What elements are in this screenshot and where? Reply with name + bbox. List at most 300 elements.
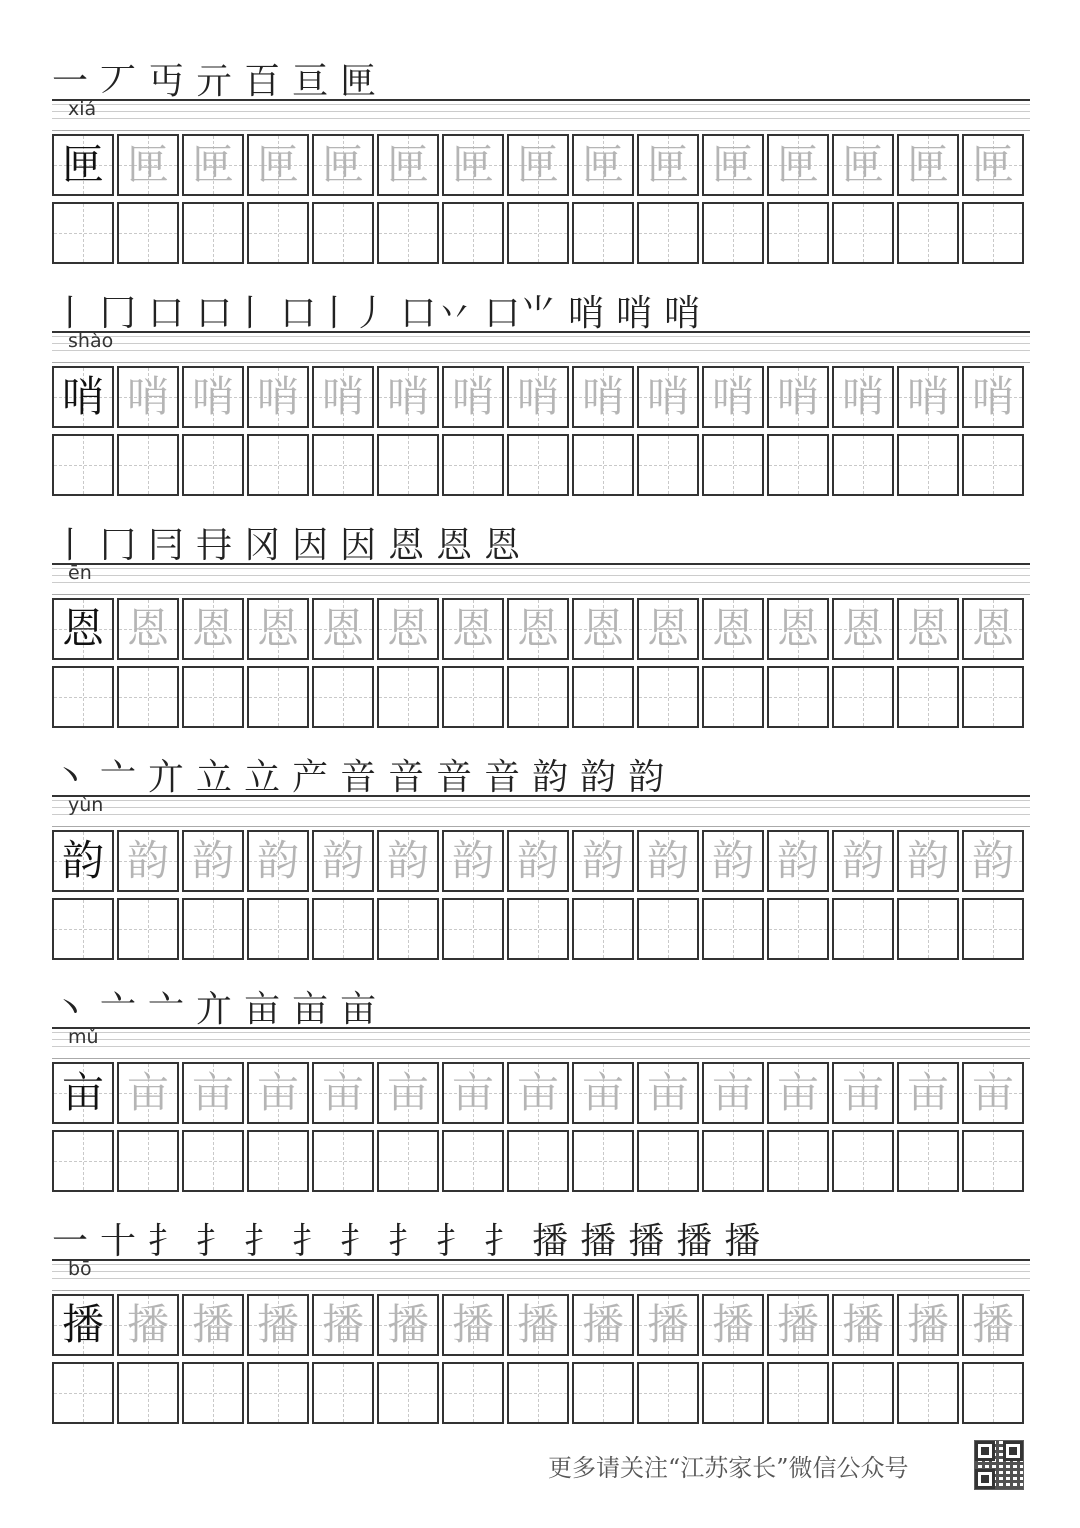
stroke-step: 哨 (568, 293, 605, 334)
trace-row (52, 830, 1024, 892)
trace-character-cell[interactable] (377, 598, 439, 660)
trace-character-cell[interactable] (312, 598, 374, 660)
practice-cell[interactable] (962, 1362, 1024, 1424)
trace-character-cell[interactable] (637, 1062, 699, 1124)
practice-cell[interactable] (442, 434, 504, 496)
trace-character: 匣 (581, 140, 624, 189)
trace-character-cell[interactable] (377, 830, 439, 892)
trace-character: 亩 (906, 1068, 949, 1117)
practice-cell[interactable] (312, 898, 374, 960)
stroke-step: 冂 (100, 525, 137, 566)
practice-cell[interactable] (507, 434, 569, 496)
practice-row (52, 202, 1024, 264)
practice-cell[interactable] (442, 1130, 504, 1192)
divider (52, 1290, 1030, 1291)
trace-character-cell[interactable] (572, 1062, 634, 1124)
practice-cell[interactable] (182, 898, 244, 960)
practice-cell[interactable] (702, 202, 764, 264)
practice-row (52, 1362, 1024, 1424)
practice-cell[interactable] (247, 666, 309, 728)
trace-character-cell[interactable] (637, 830, 699, 892)
trace-character: 播 (776, 1300, 819, 1349)
stroke-step: 口丷 (400, 293, 473, 334)
stroke-step: 恩 (484, 525, 521, 566)
practice-cell[interactable] (572, 666, 634, 728)
practice-cell[interactable] (52, 1130, 114, 1192)
trace-character-cell[interactable] (442, 830, 504, 892)
practice-cell[interactable] (247, 202, 309, 264)
trace-character-cell[interactable] (442, 134, 504, 196)
divider (52, 795, 1030, 797)
trace-character: 恩 (386, 604, 429, 653)
model-character-cell[interactable] (52, 1062, 114, 1124)
trace-character: 哨 (191, 372, 234, 421)
trace-character: 韵 (451, 836, 494, 885)
practice-cell[interactable] (962, 202, 1024, 264)
practice-cell[interactable] (962, 898, 1024, 960)
stroke-step: 丏 (148, 61, 185, 102)
trace-character-cell[interactable] (312, 1062, 374, 1124)
practice-cell[interactable] (377, 1130, 439, 1192)
practice-cell[interactable] (247, 434, 309, 496)
trace-character-cell[interactable] (897, 366, 959, 428)
trace-character-cell[interactable] (312, 134, 374, 196)
trace-character: 哨 (386, 372, 429, 421)
trace-character-cell[interactable] (702, 1062, 764, 1124)
trace-character-cell[interactable] (247, 830, 309, 892)
character-section (52, 1206, 1030, 1438)
divider (52, 594, 1030, 595)
stroke-step: 口丨 (196, 293, 269, 334)
stroke-step: 亓 (196, 61, 233, 102)
trace-character-cell[interactable] (117, 366, 179, 428)
trace-character: 恩 (191, 604, 234, 653)
trace-character-cell[interactable] (962, 1294, 1024, 1356)
trace-character: 匣 (256, 140, 299, 189)
trace-character-cell[interactable] (507, 1062, 569, 1124)
trace-character: 匣 (711, 140, 754, 189)
stroke-order-sequence (52, 974, 1030, 1030)
stroke-step: 音 (388, 757, 425, 798)
pinyin-label: shào (68, 330, 114, 352)
stroke-step: 丨 (52, 525, 89, 566)
stroke-step: 立 (244, 757, 281, 798)
practice-cell[interactable] (507, 666, 569, 728)
practice-cell[interactable] (312, 202, 374, 264)
practice-cell[interactable] (182, 666, 244, 728)
practice-cell[interactable] (182, 434, 244, 496)
trace-character-cell[interactable] (832, 1294, 894, 1356)
practice-cell[interactable] (442, 202, 504, 264)
trace-character-cell[interactable] (247, 134, 309, 196)
stroke-step: 冈 (244, 525, 281, 566)
trace-character-cell[interactable] (507, 830, 569, 892)
stroke-step: 音 (436, 757, 473, 798)
trace-character-cell[interactable] (182, 1062, 244, 1124)
trace-character-cell[interactable] (572, 598, 634, 660)
stroke-step: 亩 (292, 989, 329, 1030)
practice-cell[interactable] (52, 898, 114, 960)
practice-cell[interactable] (897, 202, 959, 264)
trace-character-cell[interactable] (637, 598, 699, 660)
practice-cell[interactable] (247, 898, 309, 960)
trace-character-cell[interactable] (962, 134, 1024, 196)
practice-cell[interactable] (312, 666, 374, 728)
model-character-cell[interactable] (52, 598, 114, 660)
stroke-step: 十 (100, 1221, 137, 1262)
trace-character-cell[interactable] (572, 830, 634, 892)
practice-cell[interactable] (832, 1362, 894, 1424)
practice-cell[interactable] (52, 434, 114, 496)
trace-character: 匣 (841, 140, 884, 189)
trace-character-cell[interactable] (832, 1062, 894, 1124)
practice-cell[interactable] (637, 898, 699, 960)
practice-cell[interactable] (442, 666, 504, 728)
practice-cell[interactable] (507, 1362, 569, 1424)
trace-character-cell[interactable] (702, 1294, 764, 1356)
practice-cell[interactable] (507, 1130, 569, 1192)
practice-cell[interactable] (442, 898, 504, 960)
practice-cell[interactable] (377, 666, 439, 728)
trace-character-cell[interactable] (897, 598, 959, 660)
trace-character-cell[interactable] (442, 598, 504, 660)
trace-character-cell[interactable] (637, 134, 699, 196)
stroke-step: 亠 (100, 757, 137, 798)
practice-cell[interactable] (702, 1362, 764, 1424)
trace-character-cell[interactable] (377, 366, 439, 428)
trace-character-cell[interactable] (507, 366, 569, 428)
stroke-order-sequence (52, 1206, 1030, 1262)
trace-character: 匣 (776, 140, 819, 189)
trace-row (52, 134, 1024, 196)
trace-character-cell[interactable] (832, 134, 894, 196)
stroke-step: 扌 (388, 1221, 425, 1262)
qr-eye-icon (1003, 1441, 1023, 1461)
trace-character-cell[interactable] (312, 366, 374, 428)
practice-row (52, 1130, 1024, 1192)
trace-character: 播 (711, 1300, 754, 1349)
trace-row (52, 598, 1024, 660)
trace-character: 亩 (581, 1068, 624, 1117)
stroke-step: 扌 (436, 1221, 473, 1262)
trace-character-cell[interactable] (117, 1294, 179, 1356)
practice-cell[interactable] (962, 1130, 1024, 1192)
trace-character-cell[interactable] (572, 366, 634, 428)
practice-cell[interactable] (832, 434, 894, 496)
divider (52, 130, 1030, 131)
stroke-step: 音 (484, 757, 521, 798)
practice-cell[interactable] (117, 1362, 179, 1424)
stroke-step: 恩 (436, 525, 473, 566)
practice-cell[interactable] (117, 1130, 179, 1192)
trace-character-cell[interactable] (507, 134, 569, 196)
practice-cell[interactable] (117, 666, 179, 728)
stroke-step: 丨 (52, 293, 89, 334)
model-character-cell[interactable] (52, 134, 114, 196)
trace-character-cell[interactable] (182, 134, 244, 196)
trace-character-cell[interactable] (247, 1294, 309, 1356)
stroke-step: 立 (196, 757, 233, 798)
practice-cell[interactable] (377, 434, 439, 496)
practice-cell[interactable] (507, 898, 569, 960)
trace-character-cell[interactable] (442, 366, 504, 428)
practice-cell[interactable] (182, 1362, 244, 1424)
practice-cell[interactable] (312, 1362, 374, 1424)
practice-cell[interactable] (962, 666, 1024, 728)
stroke-step: 匣 (340, 61, 377, 102)
trace-character: 亩 (126, 1068, 169, 1117)
trace-character: 匣 (516, 140, 559, 189)
practice-cell[interactable] (572, 202, 634, 264)
practice-cell[interactable] (312, 434, 374, 496)
stroke-step: 扌 (292, 1221, 329, 1262)
model-character-cell[interactable] (52, 1294, 114, 1356)
pinyin-label: bō (68, 1258, 92, 1280)
trace-character: 播 (191, 1300, 234, 1349)
trace-row (52, 1062, 1024, 1124)
trace-character-cell[interactable] (767, 830, 829, 892)
trace-character-cell[interactable] (247, 366, 309, 428)
practice-row (52, 666, 1024, 728)
trace-character: 恩 (256, 604, 299, 653)
trace-character-cell[interactable] (832, 366, 894, 428)
trace-character-cell[interactable] (442, 1294, 504, 1356)
stroke-step: 冃 (148, 525, 185, 566)
trace-character-cell[interactable] (702, 598, 764, 660)
trace-character-cell[interactable] (572, 1294, 634, 1356)
practice-cell[interactable] (702, 434, 764, 496)
trace-character-cell[interactable] (117, 134, 179, 196)
practice-cell[interactable] (702, 1130, 764, 1192)
trace-character-cell[interactable] (312, 830, 374, 892)
character-section (52, 742, 1030, 974)
trace-character-cell[interactable] (767, 1062, 829, 1124)
stroke-step: 因 (340, 525, 377, 566)
practice-cell[interactable] (637, 1130, 699, 1192)
trace-character-cell[interactable] (897, 1062, 959, 1124)
stroke-step: 播 (532, 1221, 569, 1262)
trace-character: 韵 (386, 836, 429, 885)
trace-character: 哨 (841, 372, 884, 421)
trace-character: 亩 (321, 1068, 364, 1117)
trace-character-cell[interactable] (702, 830, 764, 892)
trace-character: 恩 (646, 604, 689, 653)
trace-character: 匣 (451, 140, 494, 189)
practice-cell[interactable] (442, 1362, 504, 1424)
trace-character-cell[interactable] (117, 598, 179, 660)
trace-character: 韵 (516, 836, 559, 885)
practice-cell[interactable] (117, 898, 179, 960)
practice-cell[interactable] (767, 434, 829, 496)
practice-row (52, 434, 1024, 496)
practice-cell[interactable] (247, 1130, 309, 1192)
trace-character-cell[interactable] (897, 830, 959, 892)
practice-cell[interactable] (52, 1362, 114, 1424)
practice-cell[interactable] (117, 202, 179, 264)
trace-character: 播 (126, 1300, 169, 1349)
practice-cell[interactable] (377, 1362, 439, 1424)
trace-character-cell[interactable] (247, 598, 309, 660)
trace-character-cell[interactable] (637, 366, 699, 428)
stroke-step: 播 (676, 1221, 713, 1262)
trace-character: 播 (581, 1300, 624, 1349)
stroke-step: 播 (580, 1221, 617, 1262)
trace-character-cell[interactable] (507, 598, 569, 660)
trace-character: 韵 (906, 836, 949, 885)
trace-character-cell[interactable] (247, 1062, 309, 1124)
trace-character-cell[interactable] (767, 1294, 829, 1356)
character-section (52, 46, 1030, 278)
stroke-order-sequence (52, 278, 1030, 334)
practice-cell[interactable] (637, 202, 699, 264)
practice-cell[interactable] (377, 202, 439, 264)
trace-character: 匣 (321, 140, 364, 189)
practice-cell[interactable] (507, 202, 569, 264)
model-character-cell[interactable] (52, 830, 114, 892)
stroke-step: 亣 (196, 989, 233, 1030)
trace-character: 亩 (971, 1068, 1014, 1117)
trace-character-cell[interactable] (507, 1294, 569, 1356)
practice-cell[interactable] (117, 434, 179, 496)
trace-character-cell[interactable] (962, 598, 1024, 660)
practice-cell[interactable] (832, 1130, 894, 1192)
trace-character: 亩 (711, 1068, 754, 1117)
trace-character-cell[interactable] (182, 1294, 244, 1356)
trace-character-cell[interactable] (962, 1062, 1024, 1124)
trace-character-cell[interactable] (962, 830, 1024, 892)
trace-character: 哨 (516, 372, 559, 421)
trace-character: 恩 (126, 604, 169, 653)
divider (52, 362, 1030, 363)
trace-character-cell[interactable] (377, 1294, 439, 1356)
practice-cell[interactable] (637, 666, 699, 728)
practice-cell[interactable] (182, 202, 244, 264)
trace-character-cell[interactable] (182, 598, 244, 660)
trace-character-cell[interactable] (182, 366, 244, 428)
stroke-step: 一 (52, 1221, 89, 1262)
trace-character-cell[interactable] (377, 134, 439, 196)
practice-cell[interactable] (767, 202, 829, 264)
trace-character-cell[interactable] (962, 366, 1024, 428)
practice-cell[interactable] (52, 202, 114, 264)
trace-character: 匣 (386, 140, 429, 189)
stroke-step: 哨 (664, 293, 701, 334)
practice-cell[interactable] (312, 1130, 374, 1192)
practice-cell[interactable] (702, 666, 764, 728)
practice-cell[interactable] (767, 666, 829, 728)
trace-character-cell[interactable] (767, 134, 829, 196)
trace-character: 哨 (451, 372, 494, 421)
trace-character-cell[interactable] (767, 598, 829, 660)
trace-character-cell[interactable] (117, 830, 179, 892)
trace-character: 韵 (191, 836, 234, 885)
model-character-cell[interactable] (52, 366, 114, 428)
trace-character-cell[interactable] (117, 1062, 179, 1124)
pinyin-guide-lines (52, 104, 1030, 128)
trace-character: 哨 (776, 372, 819, 421)
trace-character-cell[interactable] (572, 134, 634, 196)
trace-character: 韵 (321, 836, 364, 885)
practice-cell[interactable] (897, 898, 959, 960)
practice-cell[interactable] (897, 666, 959, 728)
trace-character: 播 (516, 1300, 559, 1349)
trace-character-cell[interactable] (897, 134, 959, 196)
practice-cell[interactable] (52, 666, 114, 728)
trace-character-cell[interactable] (377, 1062, 439, 1124)
trace-character-cell[interactable] (702, 134, 764, 196)
trace-character-cell[interactable] (897, 1294, 959, 1356)
stroke-step: 亩 (244, 989, 281, 1030)
stroke-step: 播 (724, 1221, 761, 1262)
trace-character: 播 (906, 1300, 949, 1349)
trace-character: 恩 (451, 604, 494, 653)
practice-cell[interactable] (767, 898, 829, 960)
stroke-step: 口 (148, 293, 185, 334)
practice-cell[interactable] (572, 898, 634, 960)
trace-character: 匣 (646, 140, 689, 189)
practice-cell[interactable] (572, 434, 634, 496)
character-section (52, 510, 1030, 742)
practice-cell[interactable] (637, 1362, 699, 1424)
practice-cell[interactable] (377, 898, 439, 960)
trace-character: 哨 (906, 372, 949, 421)
practice-cell[interactable] (572, 1362, 634, 1424)
trace-character: 韵 (971, 836, 1014, 885)
practice-cell[interactable] (832, 666, 894, 728)
practice-cell[interactable] (637, 434, 699, 496)
stroke-step: 扌 (148, 1221, 185, 1262)
stroke-step: 扌 (484, 1221, 521, 1262)
practice-cell[interactable] (897, 1362, 959, 1424)
practice-cell[interactable] (897, 1130, 959, 1192)
trace-character-cell[interactable] (312, 1294, 374, 1356)
trace-character-cell[interactable] (182, 830, 244, 892)
practice-cell[interactable] (897, 434, 959, 496)
practice-cell[interactable] (182, 1130, 244, 1192)
stroke-step: 一 (52, 61, 89, 102)
trace-character-cell[interactable] (767, 366, 829, 428)
stroke-step: 哨 (616, 293, 653, 334)
trace-character-cell[interactable] (702, 366, 764, 428)
trace-character-cell[interactable] (832, 598, 894, 660)
practice-cell[interactable] (247, 1362, 309, 1424)
stroke-step: 产 (292, 757, 329, 798)
model-character: 韵 (61, 836, 104, 885)
practice-cell[interactable] (832, 898, 894, 960)
trace-character: 播 (321, 1300, 364, 1349)
practice-cell[interactable] (962, 434, 1024, 496)
trace-character: 恩 (516, 604, 559, 653)
trace-character: 韵 (841, 836, 884, 885)
trace-character: 亩 (841, 1068, 884, 1117)
trace-character: 播 (451, 1300, 494, 1349)
practice-cell[interactable] (572, 1130, 634, 1192)
trace-character: 亩 (451, 1068, 494, 1117)
stroke-order-sequence (52, 742, 1030, 798)
practice-cell[interactable] (702, 898, 764, 960)
trace-character-cell[interactable] (637, 1294, 699, 1356)
trace-row (52, 366, 1024, 428)
trace-character-cell[interactable] (832, 830, 894, 892)
practice-cell[interactable] (767, 1130, 829, 1192)
qr-code (974, 1440, 1024, 1490)
practice-cell[interactable] (832, 202, 894, 264)
practice-cell[interactable] (767, 1362, 829, 1424)
trace-character: 亩 (191, 1068, 234, 1117)
trace-row (52, 1294, 1024, 1356)
trace-character-cell[interactable] (442, 1062, 504, 1124)
trace-character: 韵 (646, 836, 689, 885)
